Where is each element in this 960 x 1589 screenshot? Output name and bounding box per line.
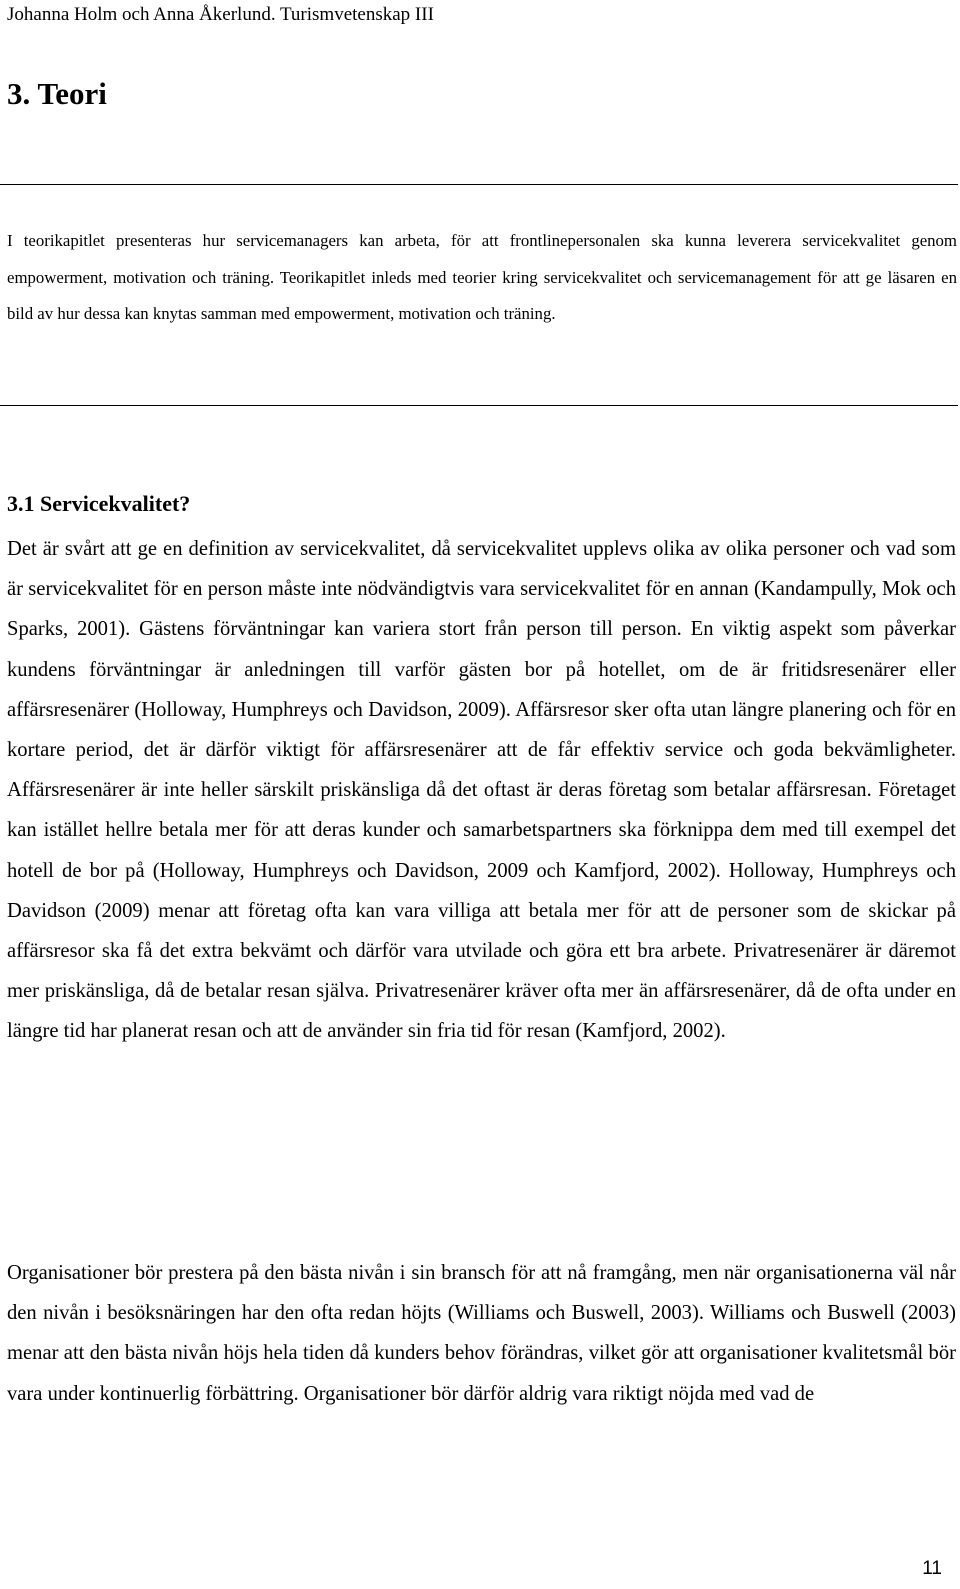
body-paragraph: Det är svårt att ge en definition av servicekvalitet, då servicekvalitet upplevs olika av olika personer och vad som är servicekvalitet för en person måste inte nödvändigtvis vara servicekvalitet för en annan (Kandampully, Mok och Sparks, 2001). Gästens förväntningar kan variera stort från person till person. En viktig aspekt som påverkar kundens förväntningar är anledningen till varför gästen bor på hotellet, om de är fritidsresenärer eller affärsresenärer (Holloway, Humphreys och Davidson, 2009). Affärsresor sker ofta utan längre planering och för en kortare period, det är därför viktigt för affärsresenärer att de får effektiv service och goda bekvämligheter. Affärsresenärer är inte heller särskilt priskänsliga då det oftast är deras företag som betalar affärsresan. Företaget kan istället hellre betala mer för att deras kunder och samarbetspartners ska förknippa dem med till exempel det hotell de bor på (Holloway, Humphreys och Davidson, 2009 och Kamfjord, 2002). Holloway, Humphreys och Davidson (2009) menar att företag ofta kan vara villiga att betala mer för att de personer som de skickar på affärsresor ska få det extra bekvämt och därför vara utvilade och göra ett bra arbete. Privatresenärer är däremot mer priskänsliga, då de betalar resan själva. Privatresenärer kräver ofta mer än affärsresenärer, då de ofta under en längre tid har planerat resan och att de använder sin fria tid för resan (Kamfjord, 2002).: [7, 538, 956, 1043]
divider-top: [0, 184, 958, 185]
running-header: Johanna Holm och Anna Åkerlund. Turismvetenskap III: [7, 4, 434, 25]
chapter-intro: I teorikapitlet presenteras hur servicemanagers kan arbeta, för att frontlinepersonalen ska kunna leverera servicekvalitet genom empowerment, motivation och träning. Teorikapitlet inleds med teorier kring servicekvalitet och servicemanagement för att ge läsaren en bild av hur dessa kan knytas samman med empowerment, motivation och träning.: [7, 231, 957, 323]
chapter-title: 3. Teori: [7, 76, 107, 111]
section-title: 3.1 Servicekvalitet?: [7, 491, 191, 516]
page-number: 11: [922, 1558, 942, 1579]
divider-bottom: [0, 405, 958, 406]
body-paragraph: Organisationer bör prestera på den bästa nivån i sin bransch för att nå framgång, men när organisationerna väl når den nivån i besöksnäringen har den ofta redan höjts (Williams och Buswell, 2003). Williams och Buswell (2003) menar att den bästa nivån höjs hela tiden då kunders behov förändras, vilket gör att organisationer kvalitetsmål bör vara under kontinuerlig förbättring. Organisationer bör därför aldrig vara riktigt nöjda med vad de: [7, 1262, 956, 1405]
